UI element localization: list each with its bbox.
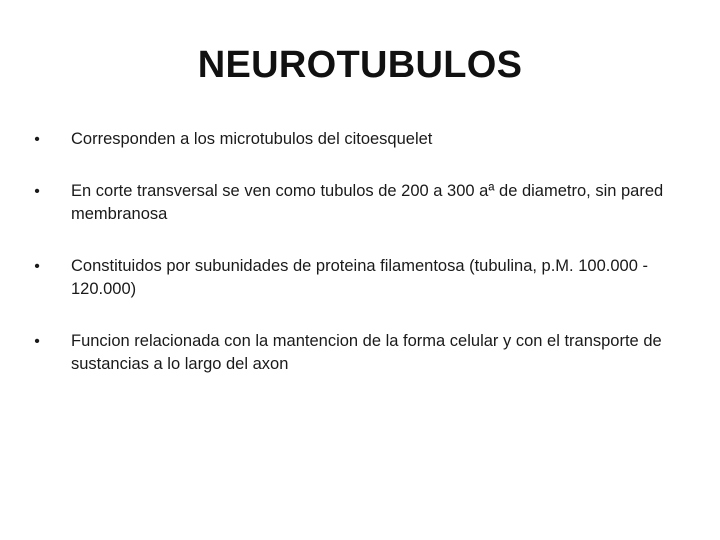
bullet-text: Funcion relacionada con la mantencion de la forma celular y con el transporte de sustancias a lo largo del axon — [71, 332, 662, 373]
slide-title: NEUROTUBULOS — [197, 44, 523, 86]
bullet-list — [30, 128, 690, 405]
bullet-item — [30, 180, 690, 226]
bullet-text: En corte transversal se ven como tubulos de 200 a 300 aª de diametro, sin pared membranosa — [71, 182, 664, 223]
bullet-icon: • — [34, 183, 40, 200]
bullet-item — [30, 128, 690, 151]
bullet-icon: • — [34, 333, 40, 350]
bullet-item — [30, 255, 690, 301]
bullet-item — [30, 330, 690, 376]
bullet-text: Constituidos por subunidades de proteina filamentosa (tubulina, p.M. 100.000 - 120.000) — [71, 257, 648, 298]
bullet-icon: • — [34, 131, 40, 148]
bullet-text: Corresponden a los microtubulos del citoesquelet — [71, 130, 433, 148]
bullet-icon: • — [34, 258, 40, 275]
